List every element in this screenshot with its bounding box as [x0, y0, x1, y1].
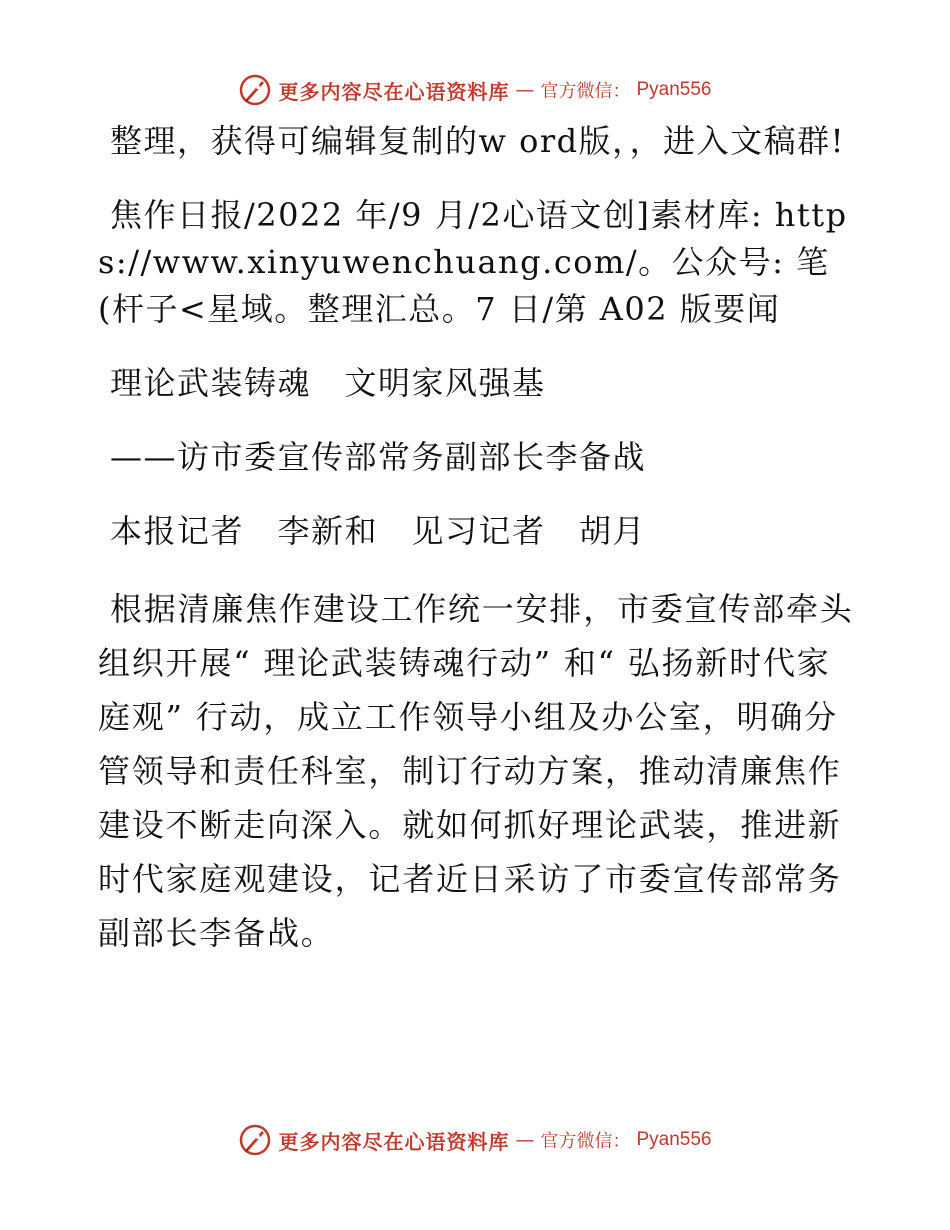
header-banner-inner [238, 73, 711, 107]
quill-pen-logo-icon [238, 1123, 272, 1157]
article-title: 理论武装铸魂 文明家风强基 [110, 364, 546, 402]
footer-banner-wechat-id: Pyan556 [636, 1129, 712, 1150]
footer-banner [0, 1120, 950, 1160]
header-banner-wechat-id: Pyan556 [636, 79, 712, 100]
quill-pen-logo-icon [238, 73, 272, 107]
footer-banner-text: 更多内容尽在心语资料库 [278, 1129, 510, 1154]
header-banner-text: 更多内容尽在心语资料库 [278, 79, 510, 104]
header-banner-separator: — [515, 79, 535, 101]
article-subtitle: ——访市委宣传部常务副部长李备战 [110, 438, 647, 476]
footer-banner-separator: — [515, 1129, 535, 1151]
article-byline: 本报记者 李新和 见习记者 胡月 [110, 512, 647, 550]
article-body-paragraph: 根据清廉焦作建设工作统一安排，市委宣传部牵头组织开展“ 理论武装铸魂行动” 和“ 弘扬新时代家庭观” 行动，成立工作领导小组及办公室，明确分管领导和责任科室，制订行动方案，推动清廉焦作建设不断走向深入。就如何抓好理论武装，推进新时代家庭观建设，记者近日采访了市委宣传部常务副部长李备战。 [98, 590, 854, 952]
document-content [98, 118, 858, 960]
header-banner [0, 70, 950, 110]
header-banner-wechat-label: 官方微信： [540, 81, 631, 102]
footer-banner-wechat-label: 官方微信： [540, 1131, 631, 1152]
intro-paragraph: 整理，获得可编辑复制的w ord版，，进入文稿群! [110, 122, 845, 160]
footer-banner-inner [238, 1123, 711, 1157]
source-paragraph: 焦作日报/2022 年/9 月/2心语文创]素材库: https://www.xinyuwenchuang.com/。公众号: 笔(杆子<星域。整理汇总。7 日/第 A02 版要闻 [98, 196, 848, 328]
